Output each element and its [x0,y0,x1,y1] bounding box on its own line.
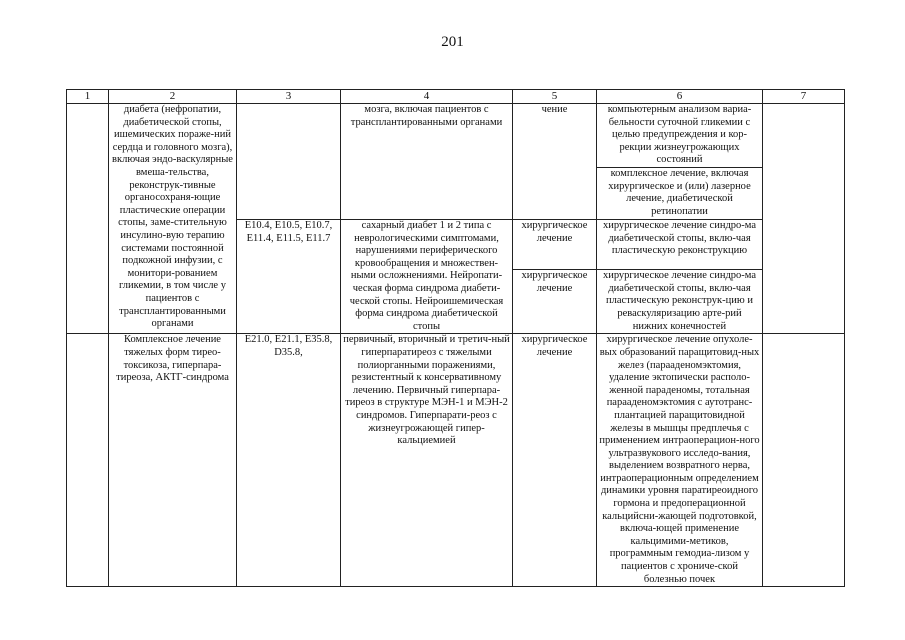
header-cell-1: 1 [67,90,109,104]
treatment-method-cell: компьютерным анализом вариа-бельности суточной гликемии с целью предупреждения и кор-рекции жизнеугрожающих состояний [597,104,763,168]
treatment-type-cell: диабета (нефропатии, диабетической стопы, ишемических пораже-ний сердца и головного мозга), включая эндо-васкулярные вмеша-тельства, реконструк-тивные органосохраня-ющие пластические операции стопы, заме-стительную инсулино-вую терапию системами постоянной подкожной инфузии, с монитори-рованием гликемии, в том числе у пациентов с трансплантированными органами [109,104,237,334]
treatment-method-cell: хирургическое лечение синдро-ма диабетической стопы, вклю-чая пластическую реконструк-цию и реваскуляризацию арте-рий нижних конечностей [597,270,763,334]
treatment-kind-cell: чение [513,104,597,220]
number-cell-empty [67,334,109,587]
table-row [67,104,845,168]
cost-cell-empty [763,334,845,587]
header-row [67,90,845,104]
header-cell-6: 6 [597,90,763,104]
treatment-method-cell: хирургическое лечение опухоле-вых образований паращитовид-ных желез (парааденомэктомия, удаление эктопически располо-женной параденомы, тотальная парааденомэктомия с аутотранс-плантацией паращитовидной железы в мышцы предплечья с применением интраоперацион-ного ультразвукового исследо-вания, выделением возвратного нерва, интраоперационным определением динамики уровня паратиреоидного гормона и предоперационной кальцийсни-жающей подготовкой, включа-ющей применение кальцимими-метиков, программным гемодиа-лизом у пациентов с хрониче-ской болезнью почек [597,334,763,587]
table-row [67,334,845,587]
treatment-kind-cell: хирургическое лечение [513,220,597,270]
patient-model-cell: первичный, вторичный и третич-ный гиперпаратиреоз с тяжелыми полиорганными поражениями, резистентный к консервативному лечению. Первичный гиперпара-тиреоз в структуре МЭН-1 и МЭН-2 синдромов. Гиперпарати-реоз с жизнеугрожающей гипер-кальциемией [341,334,513,587]
patient-model-cell: мозга, включая пациентов с трансплантированными органами [341,104,513,220]
header-cell-3: 3 [237,90,341,104]
treatment-type-cell: Комплексное лечение тяжелых форм тирео-токсикоза, гиперпара-тиреоза, АКТГ-синдрома [109,334,237,587]
header-cell-7: 7 [763,90,845,104]
icd-codes-cell: E21.0, E21.1, E35.8, D35.8, [237,334,341,587]
header-cell-5: 5 [513,90,597,104]
header-cell-2: 2 [109,90,237,104]
header-cell-4: 4 [341,90,513,104]
cost-cell-empty [763,104,845,334]
icd-codes-cell-empty [237,104,341,220]
treatment-kind-cell: хирургическое лечение [513,334,597,587]
patient-model-cell: сахарный диабет 1 и 2 типа с неврологическими симптомами, нарушениями периферического кровообращения и множествен-ными осложнениями. Нейропати-ческая форма синдрома диабети-ческой стопы. Нейроишемическая форма синдрома диабетической стопы [341,220,513,334]
number-cell-empty [67,104,109,334]
icd-codes-cell: E10.4, E10.5, E10.7, E11.4, E11.5, E11.7 [237,220,341,334]
medical-care-table [66,89,845,587]
treatment-method-cell: комплексное лечение, включая хирургическое и (или) лазерное лечение, диабетической ретинопатии [597,168,763,220]
treatment-kind-cell: хирургическое лечение [513,270,597,334]
page-number: 201 [441,34,464,50]
treatment-method-cell: хирургическое лечение синдро-ма диабетической стопы, вклю-чая пластическую реконструкцию [597,220,763,270]
